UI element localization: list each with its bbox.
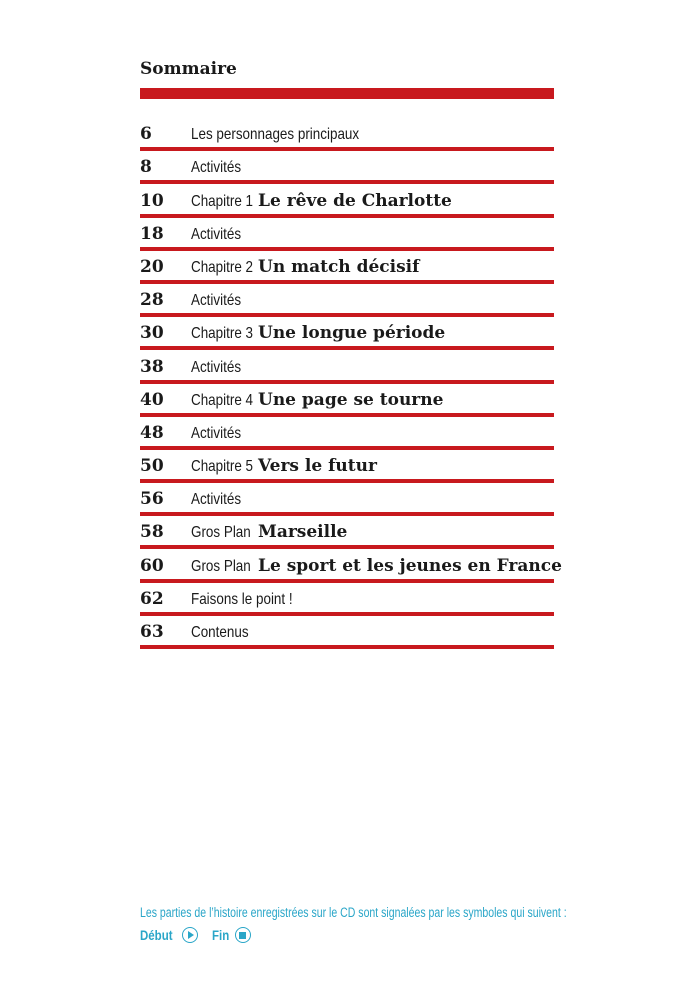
toc-label: Activités: [191, 225, 242, 243]
toc-page-number: 38: [140, 356, 164, 377]
toc-entry[interactable]: [140, 450, 554, 483]
toc-entry[interactable]: [140, 417, 554, 450]
toc-title: Un match décisif: [258, 256, 420, 277]
toc-page-number: 40: [140, 389, 164, 410]
toc-entry[interactable]: [140, 184, 554, 217]
toc-title: Marseille: [258, 522, 348, 543]
toc-page-number: 58: [140, 522, 164, 543]
toc-entry[interactable]: [140, 284, 554, 317]
toc-label: Contenus: [191, 624, 249, 641]
toc-entry[interactable]: [140, 218, 554, 251]
toc-page-number: 18: [140, 223, 164, 244]
footer: [140, 905, 567, 943]
start-label: Début: [140, 927, 173, 943]
toc-page-number: 8: [140, 157, 152, 178]
toc-entry[interactable]: [140, 516, 554, 549]
toc-label: Gros Plan: [191, 557, 251, 575]
toc-page-number: 6: [140, 124, 152, 145]
toc-page-number: 62: [140, 588, 164, 609]
toc-label: Chapitre 5: [191, 458, 254, 476]
toc-entry[interactable]: [140, 384, 554, 417]
toc-entry[interactable]: [140, 616, 554, 649]
toc-label: Chapitre 2: [191, 258, 254, 276]
toc-entry[interactable]: [140, 583, 554, 616]
toc-page-number: 28: [140, 290, 164, 311]
toc-entry[interactable]: [140, 483, 554, 516]
toc-label: Les personnages principaux: [191, 126, 360, 144]
toc-page-number: 20: [140, 256, 164, 277]
toc-title: Une longue période: [258, 323, 446, 344]
toc-label: Gros Plan: [191, 524, 251, 542]
toc-label: Chapitre 3: [191, 325, 254, 343]
toc-page-number: 60: [140, 555, 164, 576]
toc-title: Le rêve de Charlotte: [258, 190, 452, 211]
toc-title: Vers le futur: [258, 456, 377, 477]
toc-entry[interactable]: [140, 317, 554, 350]
toc-label: Activités: [191, 424, 242, 442]
toc-entry[interactable]: [140, 350, 554, 383]
toc-entry[interactable]: [140, 118, 554, 151]
toc-page-number: 63: [140, 622, 164, 642]
toc-label: Chapitre 4: [191, 391, 254, 409]
audio-legend: [140, 927, 560, 943]
page-title: Sommaire: [140, 59, 237, 79]
heading-rule: [140, 88, 554, 99]
toc-label: Activités: [191, 292, 242, 310]
toc-page-number: 30: [140, 323, 164, 344]
play-circle-icon: [182, 927, 198, 943]
toc-entry[interactable]: [140, 549, 562, 582]
end-label: Fin: [211, 927, 229, 943]
stop-circle-icon: [235, 927, 251, 943]
toc-label: Activités: [191, 159, 242, 177]
toc-page-number: 50: [140, 456, 164, 477]
toc-label: Activités: [191, 491, 242, 509]
audio-note: Les parties de l’histoire enregistrées sur le CD sont signalées par les symboles qui suivent :: [140, 905, 567, 920]
toc-entry[interactable]: [140, 251, 554, 284]
toc-entry[interactable]: [140, 151, 554, 184]
toc-title: Le sport et les jeunes en France: [258, 555, 562, 576]
toc-page-number: 48: [140, 422, 164, 443]
toc-page-number: 10: [140, 190, 164, 211]
toc-label: Activités: [191, 358, 242, 376]
toc-title: Une page se tourne: [258, 389, 444, 410]
toc-label: Chapitre 1: [191, 192, 254, 210]
table-of-contents: [140, 118, 562, 649]
toc-page-number: 56: [140, 489, 164, 510]
toc-label: Faisons le point !: [191, 590, 293, 608]
